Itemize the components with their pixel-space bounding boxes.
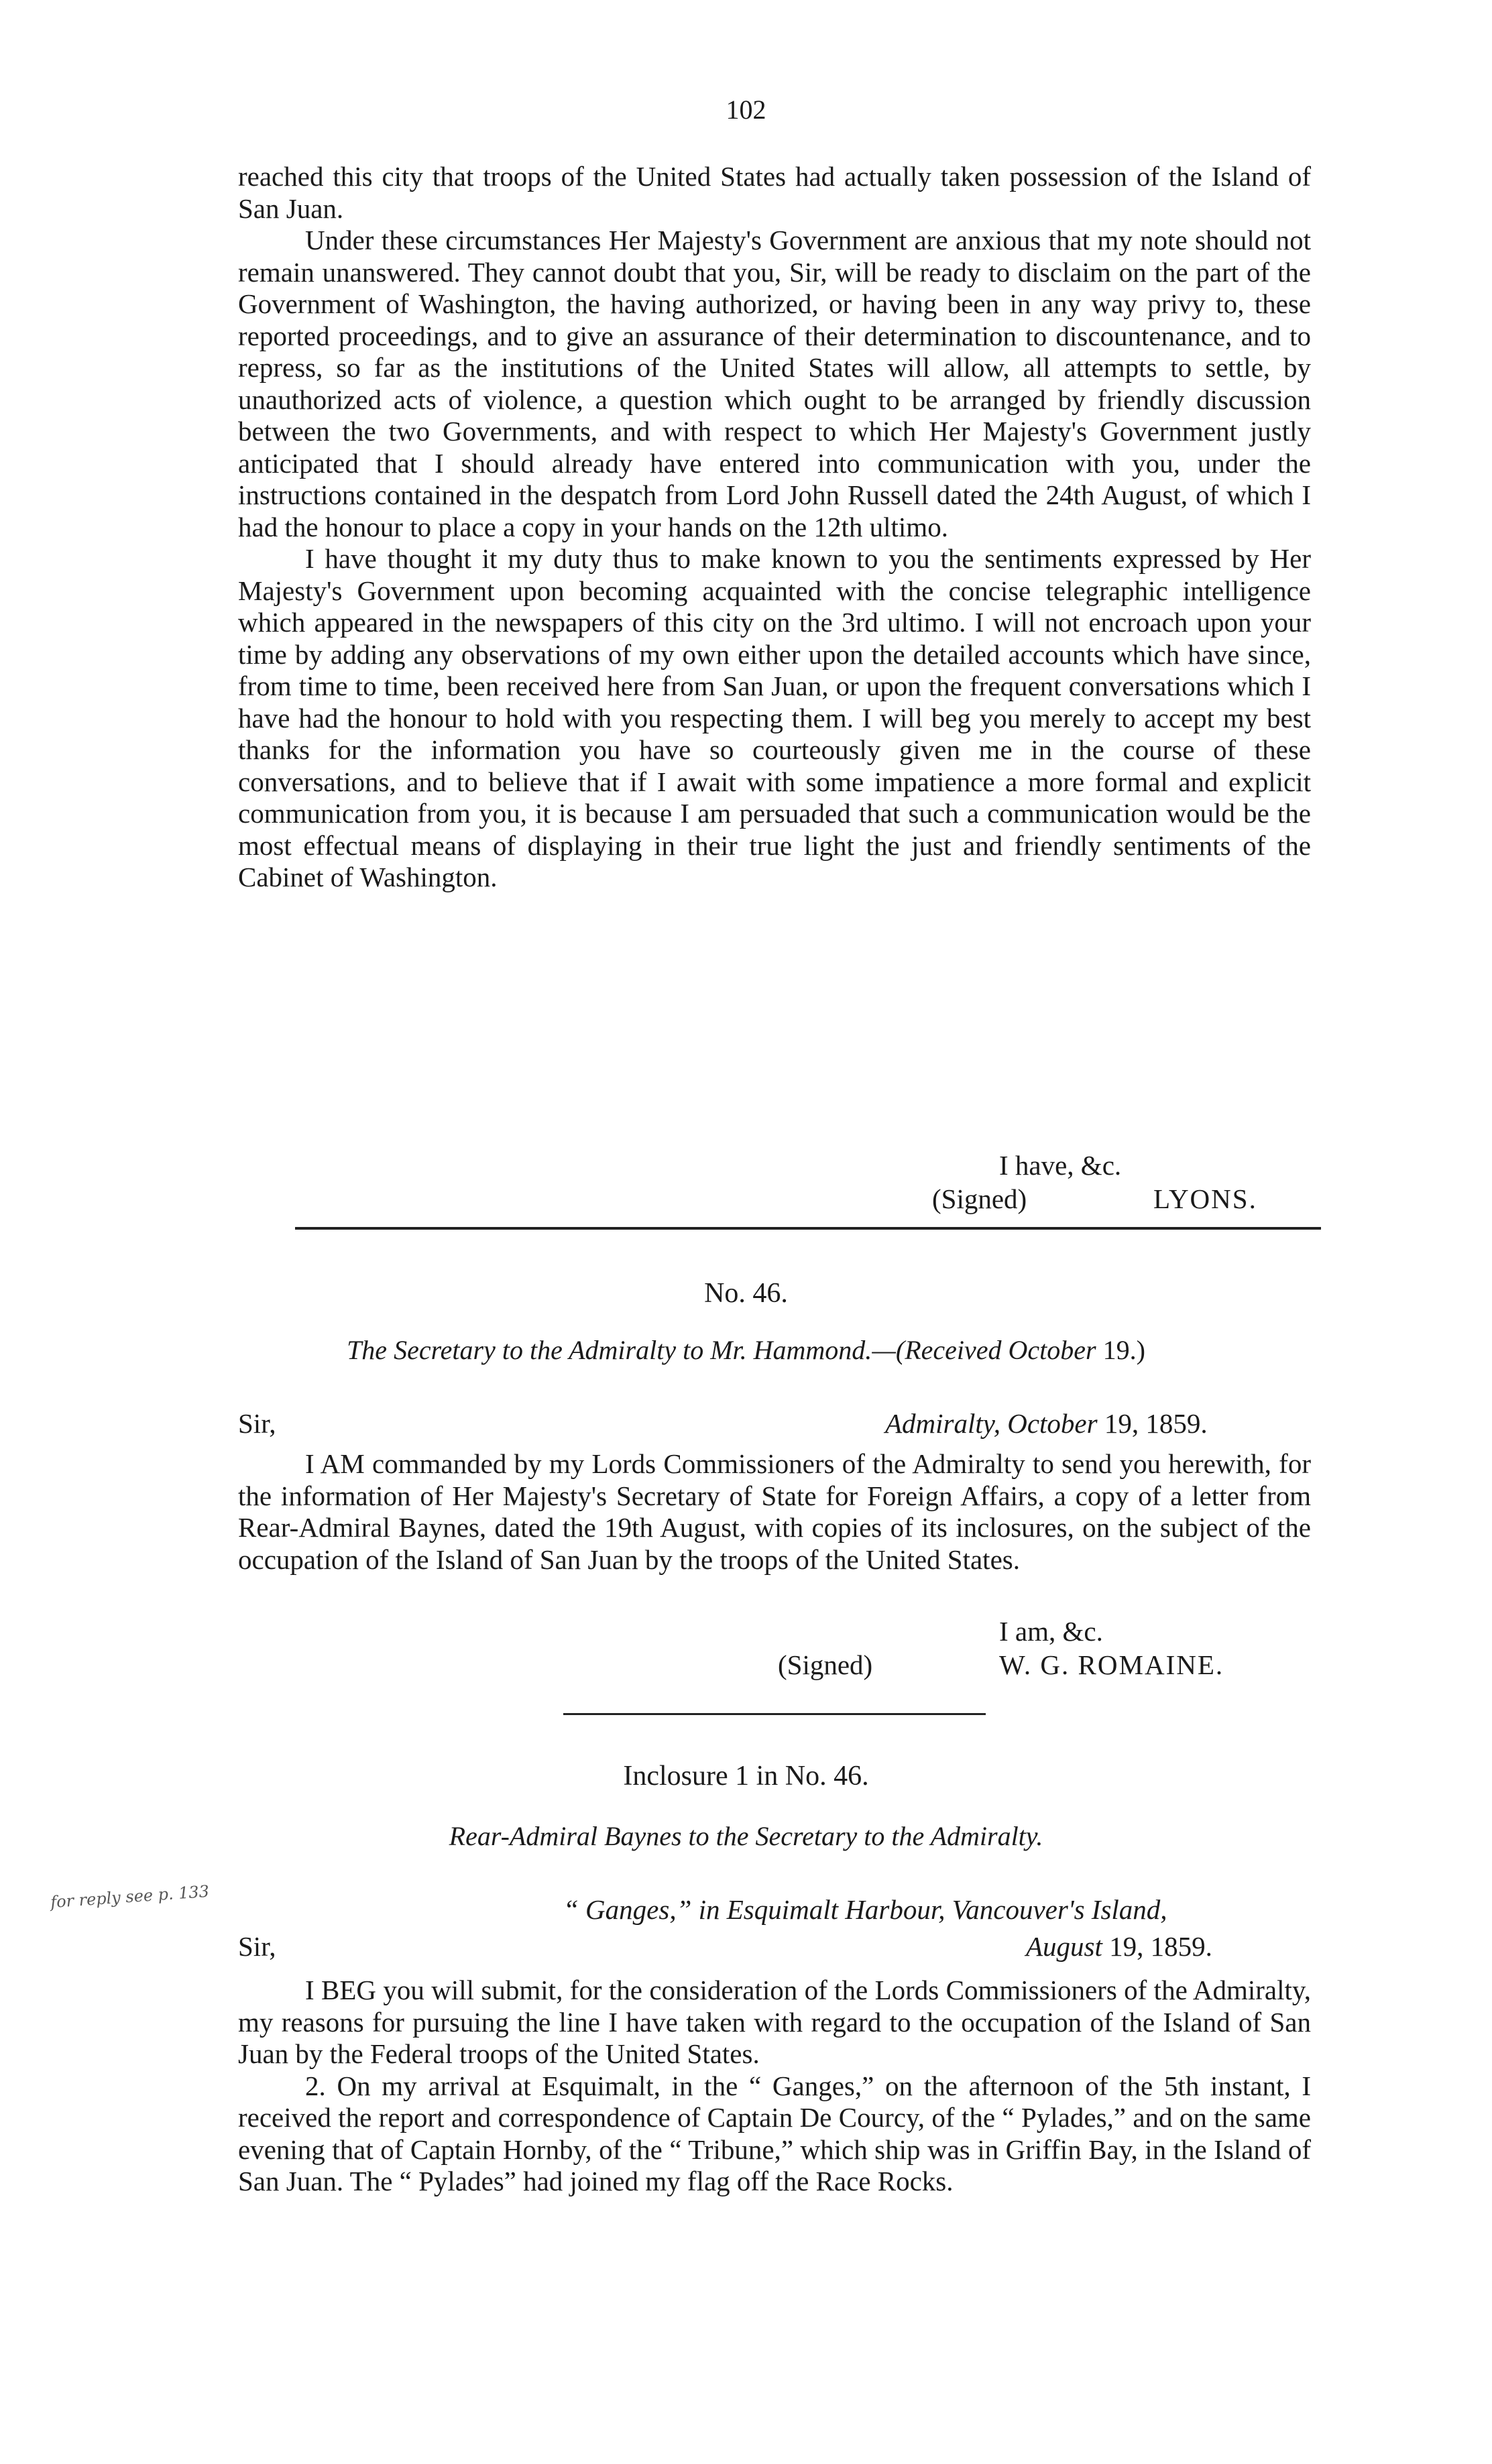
signed-label: (Signed) [778,1649,873,1680]
inclosure-dateline-date [1026,1931,1212,1962]
signer-name: LYONS. [1153,1183,1257,1214]
signer-name: W. G. ROMAINE. [999,1649,1224,1680]
inclosure-title: Inclosure 1 in No. 46. [623,1761,869,1792]
document-heading [0,1334,1492,1366]
page-number: 102 [726,95,766,125]
dateline [885,1408,1208,1440]
dateline-date: 19, 1859. [1109,1931,1212,1962]
dateline-month: August [1026,1931,1102,1962]
inclosure-heading: Rear-Admiral Baynes to the Secretary to the Admiralty. [449,1821,1043,1851]
paragraph: I have thought it my duty thus to make known to you the sentiments expressed by Her Majesty's Government upon becoming acquainted with the concise telegraphic intelligence which appeared in the newspapers of this city on the 3rd ultimo. I will not encroach upon your time by adding any observations of my own either upon the detailed accounts which have since, from time to time, been received here from San Juan, or upon the frequent conversations which I have had the honour to hold with you respecting them. I will beg you merely to accept my best thanks for the information you have so courteously given me in the course of these conversations, and to believe that if I await with some impatience a more formal and explicit communication from you, it is because I am persuaded that such a communication would be the most effectual means of displaying in their true light the just and friendly sentiments of the Cabinet of Washington. [238,543,1311,892]
handwritten-margin-note: for reply see p. 133 [50,1881,210,1912]
paragraph: I AM commanded by my Lords Commissioners of the Admiralty to send you herewith, for the information of Her Majesty's Secretary of State for Foreign Affairs, a copy of a letter from Rear-Admiral Baynes, dated the 19th August, with copies of its inclosures, on the subject of the occupation of the Island of San Juan by the troops of the United States. [238,1448,1311,1575]
signed-label: (Signed) [932,1183,1027,1214]
heading-received-date: 19.) [1102,1335,1145,1365]
paragraph: reached this city that troops of the United States had actually taken possession of the Island of San Juan. [238,161,1311,224]
paragraph: Under these circumstances Her Majesty's Government are anxious that my note should not remain unanswered. They cannot doubt that you, Sir, will be ready to disclaim on the part of the Government of Washington, the having authorized, or having been in any way privy to, these reported proceedings, and to give an assurance of their determination to discountenance, and to repress, so far as the institutions of the United States will allow, all attempts to settle, by unauthorized acts of violence, a question which ought to be arranged by friendly discussion between the two Governments, and with respect to which Her Majesty's Government justly anticipated that I should already have entered into communication with you, under the instructions contained in the despatch from Lord John Russell dated the 24th August, of which I had the honour to place a copy in your hands on the 12th ultimo. [238,225,1311,542]
closing: I am, &c. [999,1616,1103,1647]
heading-received: —(Received October [872,1335,1096,1365]
letter-romaine [238,1448,1311,1576]
section-divider [295,1227,1321,1230]
inclosure-dateline-place [563,1894,1167,1926]
salutation: Sir, [238,1408,276,1439]
salutation: Sir, [238,1931,276,1962]
closing: I have, &c. [999,1150,1122,1181]
document-number: No. 46. [704,1278,788,1309]
letter-baynes [238,1975,1311,2198]
paragraph: 2. On my arrival at Esquimalt, in the “ Ganges,” on the afternoon of the 5th instant, I received the report and correspondence of Captain De Courcy, of the “ Pylades,” and on the same evening that of Captain Hornby, of the “ Tribune,” which ship was in Griffin Bay, in the Island of San Juan. The “ Pylades” had joined my flag off the Race Rocks. [238,2070,1311,2196]
letter-lyons [238,161,1311,894]
heading-parties: The Secretary to the Admiralty to Mr. Hammond. [347,1335,872,1365]
dateline-date: 19, 1859. [1104,1408,1208,1439]
paragraph: I BEG you will submit, for the consideration of the Lords Commissioners of the Admiralty, my reasons for pursuing the line I have taken with regard to the occupation of the Island of San Juan by the Federal troops of the United States. [238,1975,1311,2069]
dateline-place: Admiralty, October [885,1408,1098,1439]
dateline-place: “ Ganges,” in Esquimalt Harbour, Vancouver's Island, [563,1894,1167,1925]
section-divider [563,1713,986,1715]
